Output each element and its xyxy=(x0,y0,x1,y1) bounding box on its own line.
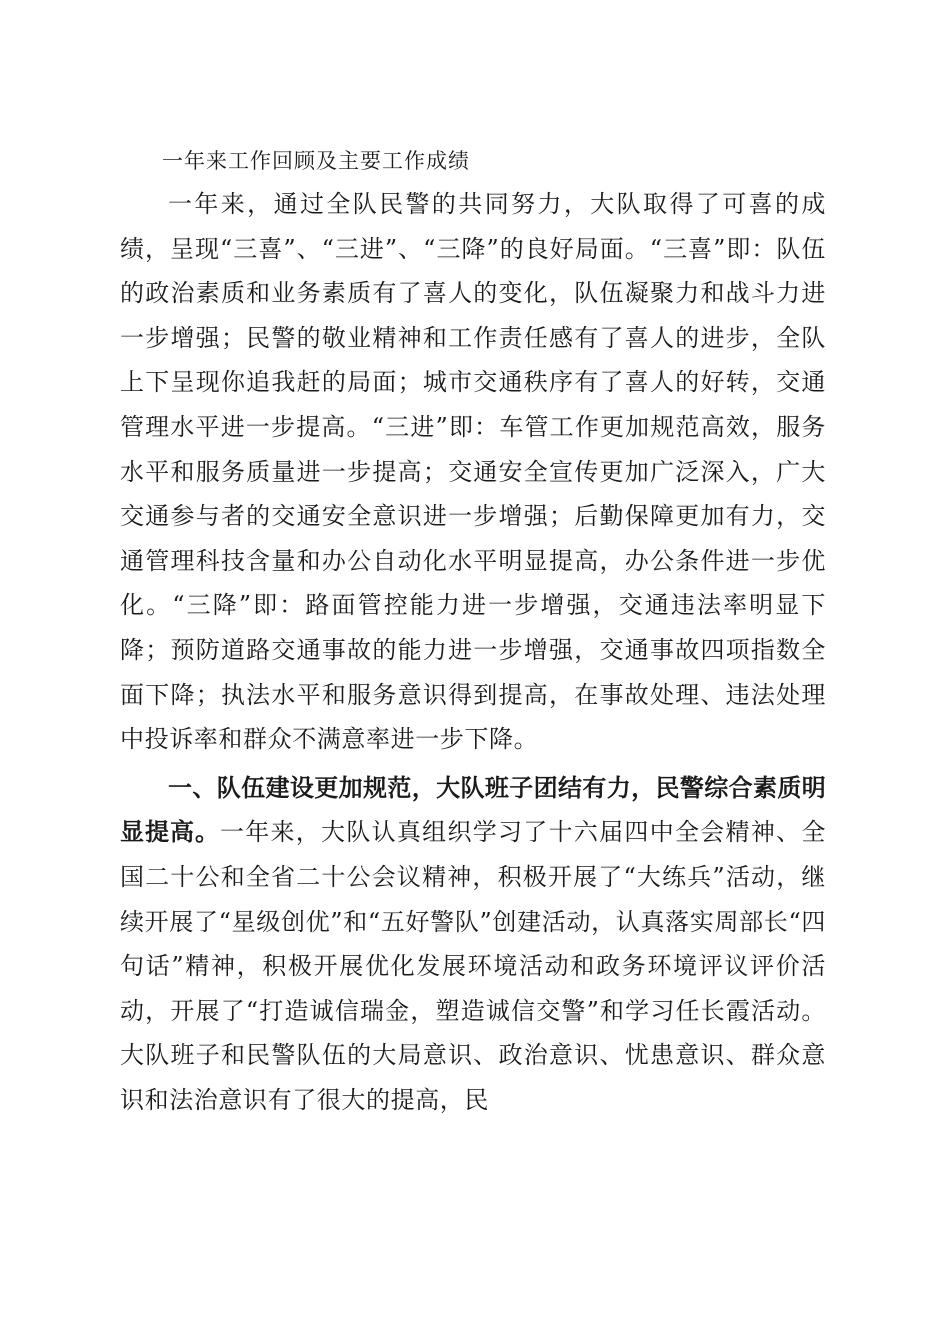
section-1-title: 一、队伍建设更加规范，大队班子团结有力，民警综合素质明显提高。 xyxy=(120,773,826,847)
paragraph-team-building xyxy=(120,766,826,1123)
document-body xyxy=(120,140,826,1122)
section-1-body: 一年来，大队认真组织学习了十六届四中全会精神、全国二十公和全省二十公会议精神，积极开展了“大练兵”活动，继续开展了“星级创优”和“五好警队”创建活动，认真落实周部长“四句话”精神，积极开展优化发展环境活动和政务环境评议评价活动，开展了“打造诚信瑞金，塑造诚信交警”和学习任长霞活动。大队班子和民警队伍的大局意识、政治意识、忧患意识、群众意识和法治意识有了很大的提高，民 xyxy=(120,818,827,1114)
paragraph-summary: 一年来，通过全队民警的共同努力，大队取得了可喜的成绩，呈现“三喜”、“三进”、“三降”的良好局面。“三喜”即：队伍的政治素质和业务素质有了喜人的变化，队伍凝聚力和战斗力进一步增强；民警的敬业精神和工作责任感有了喜人的进步，全队上下呈现你追我赶的局面；城市交通秩序有了喜人的好转，交通管理水平进一步提高。“三进”即：车管工作更加规范高效，服务水平和服务质量进一步提高；交通安全宣传更加广泛深入，广大交通参与者的交通安全意识进一步增强；后勤保障更加有力，交通管理科技含量和办公自动化水平明显提高，办公条件进一步优化。“三降”即：路面管控能力进一步增强，交通违法率明显下降；预防道路交通事故的能力进一步增强，交通事故四项指数全面下降；执法水平和服务意识得到提高，在事故处理、违法处理中投诉率和群众不满意率进一步下降。 xyxy=(120,190,826,754)
section-heading: 一年来工作回顾及主要工作成绩 xyxy=(162,149,470,173)
